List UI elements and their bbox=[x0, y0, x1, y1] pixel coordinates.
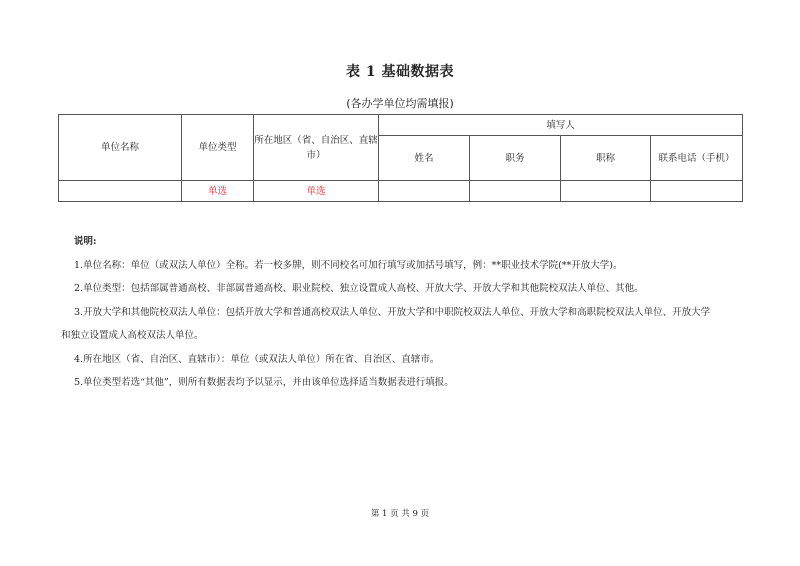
header-unit-name: 单位名称 bbox=[59, 115, 182, 181]
header-filler-group: 填写人 bbox=[379, 115, 743, 136]
notes-section bbox=[61, 230, 754, 395]
cell-title[interactable] bbox=[561, 181, 651, 202]
header-name: 姓名 bbox=[379, 136, 470, 181]
notes-heading: 说明: bbox=[74, 236, 97, 247]
header-title: 职称 bbox=[561, 136, 651, 181]
table-row bbox=[59, 181, 743, 202]
note-item: 1.单位名称：单位（或双法人单位）全称。若一校多牌，则不同校名可加行填写或加括号填写，例：**职业技术学院(**开放大学)。 bbox=[74, 259, 623, 271]
table-title: 表 1 基础数据表 bbox=[346, 64, 454, 80]
cell-phone[interactable] bbox=[651, 181, 743, 202]
header-position: 职务 bbox=[470, 136, 561, 181]
table-subtitle: (各办学单位均需填报) bbox=[346, 97, 454, 110]
cell-name[interactable] bbox=[379, 181, 470, 202]
basic-data-table bbox=[58, 114, 743, 202]
header-phone: 联系电话（手机） bbox=[651, 136, 743, 181]
note-item: 2.单位类型：包括部属普通高校、非部属普通高校、职业院校、独立设置成人高校、开放大学、开放大学和其他院校双法人单位、其他。 bbox=[74, 283, 644, 294]
cell-unit-type[interactable]: 单选 bbox=[182, 181, 254, 202]
note-item-continuation: 和独立设置成人高校双法人单位。 bbox=[61, 330, 204, 341]
page-footer: 第 1 页 共 9 页 bbox=[370, 509, 430, 519]
header-unit-type: 单位类型 bbox=[182, 115, 254, 181]
note-item: 3.开放大学和其他院校双法人单位：包括开放大学和普通高校双法人单位、开放大学和中职院校双法人单位、开放大学和高职院校双法人单位、开放大学 bbox=[74, 306, 711, 318]
cell-unit-name[interactable] bbox=[59, 181, 182, 202]
cell-region[interactable]: 单选 bbox=[254, 181, 379, 202]
header-region: 所在地区（省、自治区、直辖市） bbox=[254, 115, 379, 181]
note-item: 5.单位类型若选“其他”，则所有数据表均予以显示，并由该单位选择适当数据表进行填报。 bbox=[74, 377, 454, 388]
cell-position[interactable] bbox=[470, 181, 561, 202]
note-item: 4.所在地区（省、自治区、直辖市）：单位（或双法人单位）所在省、自治区、直辖市。 bbox=[74, 353, 440, 365]
